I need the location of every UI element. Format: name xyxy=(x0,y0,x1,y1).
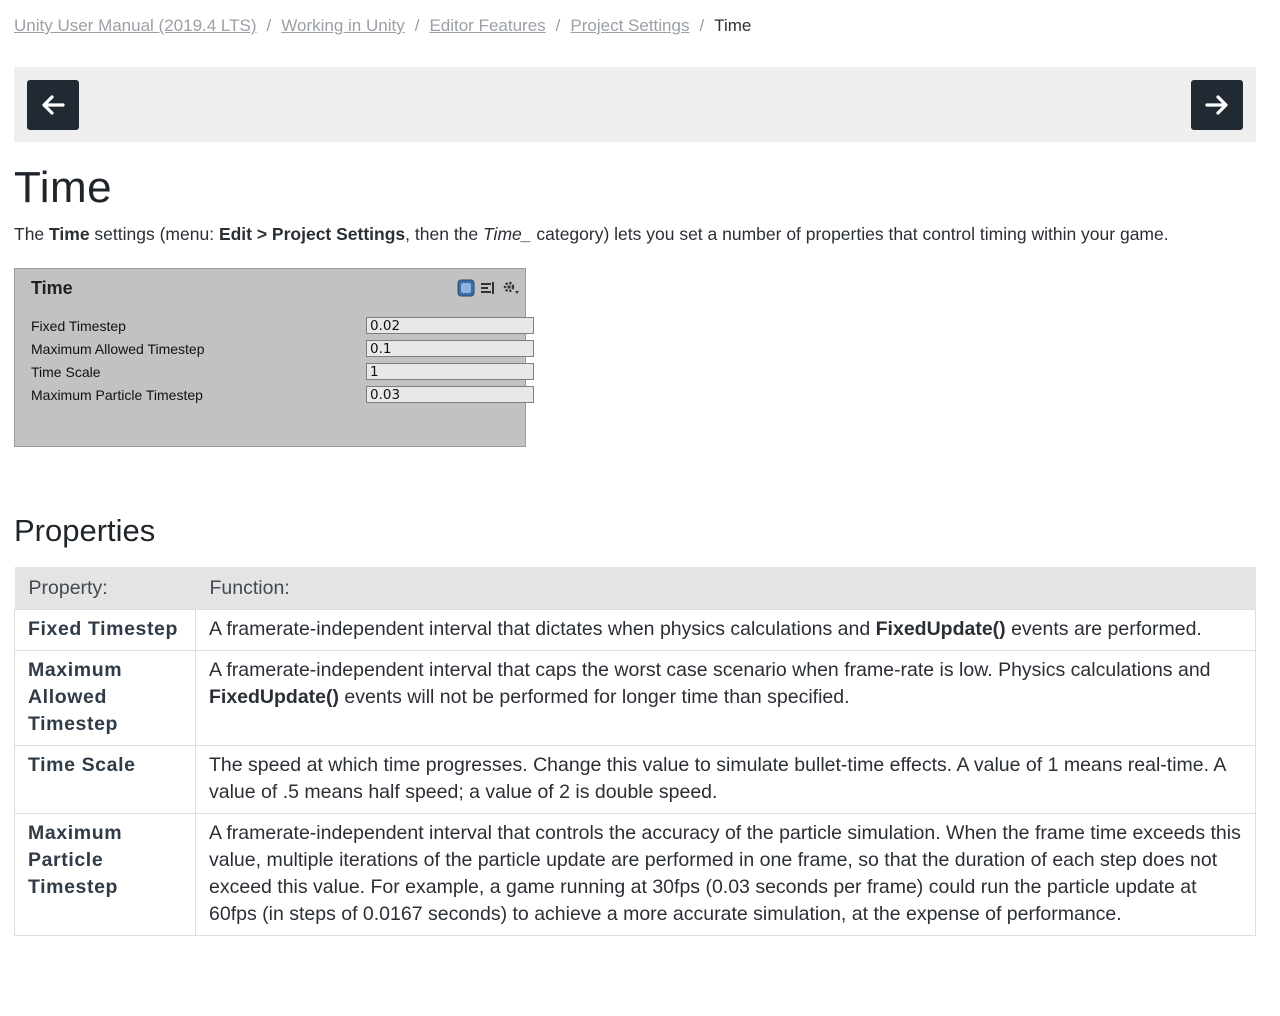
code-fixedupdate: FixedUpdate() xyxy=(209,686,340,708)
inspector-label: Time Scale xyxy=(31,364,101,380)
inspector-row-fixed-timestep xyxy=(31,317,521,337)
maximum-allowed-timestep-field: 0.1 xyxy=(366,340,534,357)
previous-page-button[interactable] xyxy=(27,80,79,130)
properties-table xyxy=(14,567,1256,936)
time-inspector-screenshot xyxy=(14,268,526,447)
property-function: A framerate-independent interval that caps the worst case scenario when frame-rate is low. Physics calculations and FixedUpdate() events will not be performed for longer time than specified. xyxy=(196,651,1256,746)
intro-italic-category: Time_ xyxy=(483,224,532,244)
breadcrumb-link-project-settings[interactable]: Project Settings xyxy=(570,16,690,35)
fixed-timestep-field: 0.02 xyxy=(366,317,534,334)
property-name: Maximum Allowed Timestep xyxy=(15,651,196,746)
table-row xyxy=(15,651,1256,746)
intro-bold-time: Time xyxy=(49,224,90,244)
table-header-row xyxy=(15,567,1256,610)
maximum-particle-timestep-field: 0.03 xyxy=(366,386,534,403)
breadcrumb xyxy=(14,16,751,36)
column-header-function: Function: xyxy=(196,567,1256,610)
column-header-property: Property: xyxy=(15,567,196,610)
property-name: Fixed Timestep xyxy=(15,610,196,651)
breadcrumb-current: Time xyxy=(714,16,752,35)
page-title: Time xyxy=(14,163,113,212)
code-fixedupdate: FixedUpdate() xyxy=(875,618,1006,640)
table-row xyxy=(15,610,1256,651)
properties-heading: Properties xyxy=(14,513,156,548)
breadcrumb-separator: / xyxy=(699,16,705,35)
preset-icon xyxy=(479,279,497,297)
inspector-label: Fixed Timestep xyxy=(31,318,126,334)
inspector-label: Maximum Particle Timestep xyxy=(31,387,203,403)
breadcrumb-separator: / xyxy=(266,16,272,35)
page-nav-bar xyxy=(14,67,1256,142)
property-function: A framerate-independent interval that dictates when physics calculations and FixedUpdate() events are performed. xyxy=(196,610,1256,651)
inspector-header-icons xyxy=(457,279,521,297)
inspector-row-maximum-particle-timestep xyxy=(31,386,521,406)
inspector-label: Maximum Allowed Timestep xyxy=(31,341,205,357)
property-function: A framerate-independent interval that controls the accuracy of the particle simulation. When the frame time exceeds this value, multiple iterations of the particle update are performed in one frame, so that the duration of each step does not exceed this value. For example, a game running at 30fps (0.03 seconds per frame) could run the particle update at 60fps (in steps of 0.0167 seconds) to achieve a more accurate simulation, at the expense of performance. xyxy=(196,814,1256,936)
property-name: Time Scale xyxy=(15,746,196,814)
breadcrumb-link-manual[interactable]: Unity User Manual (2019.4 LTS) xyxy=(14,16,257,35)
inspector-row-maximum-allowed-timestep xyxy=(31,340,521,360)
arrow-left-icon xyxy=(41,95,65,115)
inspector-row-time-scale xyxy=(31,363,521,383)
table-row xyxy=(15,814,1256,936)
settings-gear-icon xyxy=(501,279,521,297)
breadcrumb-separator: / xyxy=(414,16,420,35)
next-page-button[interactable] xyxy=(1191,80,1243,130)
arrow-right-icon xyxy=(1205,95,1229,115)
table-row xyxy=(15,746,1256,814)
inspector-title: Time xyxy=(31,278,73,298)
breadcrumb-link-editor-features[interactable]: Editor Features xyxy=(429,16,546,35)
property-name: Maximum Particle Timestep xyxy=(15,814,196,936)
breadcrumb-link-working-in-unity[interactable]: Working in Unity xyxy=(281,16,405,35)
breadcrumb-separator: / xyxy=(555,16,561,35)
time-scale-field: 1 xyxy=(366,363,534,380)
intro-paragraph: The Time settings (menu: Edit > Project Settings, then the Time_ category) lets you set a number of properties that control timing within your game. xyxy=(14,224,1169,244)
property-function: The speed at which time progresses. Change this value to simulate bullet-time effects. A value of 1 means real-time. A value of .5 means half speed; a value of 2 is double speed. xyxy=(196,746,1256,814)
intro-bold-menu-path: Edit > Project Settings xyxy=(218,224,406,244)
help-icon xyxy=(457,279,475,297)
